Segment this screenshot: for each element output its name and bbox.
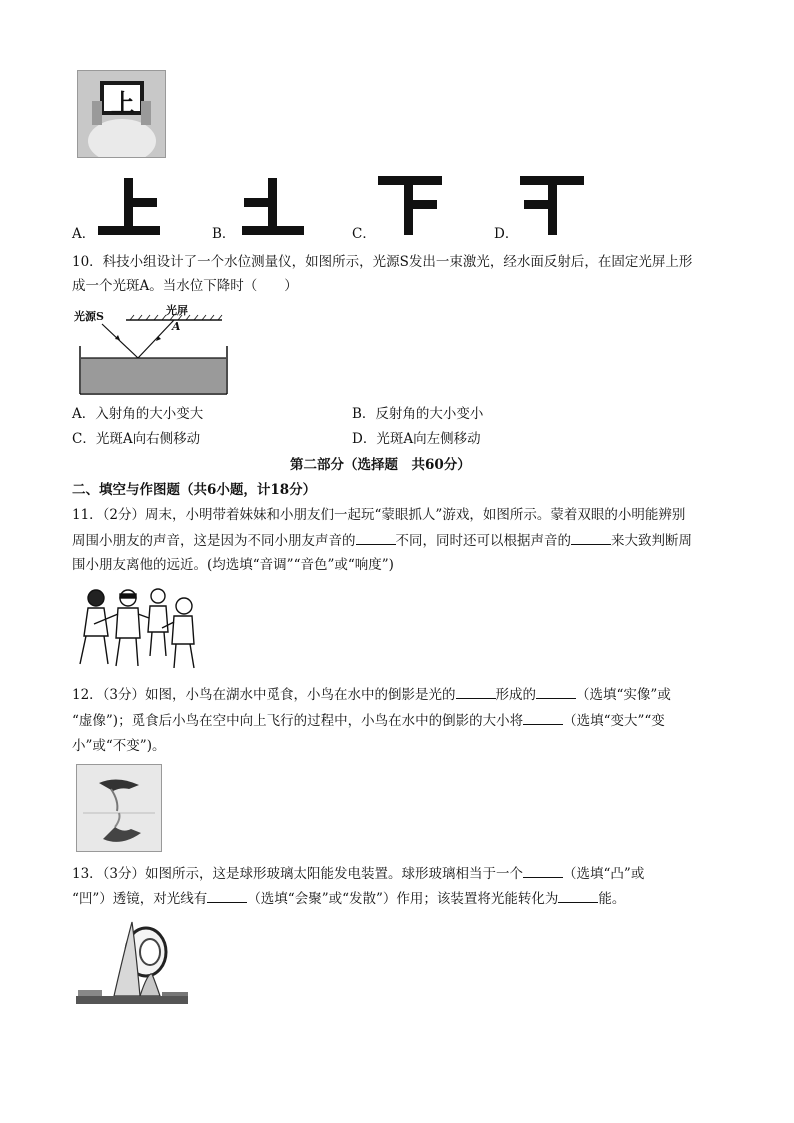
q13-text-2c: 能。 (598, 891, 626, 907)
q10-spot-label: A (172, 320, 181, 333)
q13-text-1a: 13．（3分）如图所示，这是球形玻璃太阳能发电装置。球形玻璃相当于一个 (72, 866, 524, 882)
q13-blank-2[interactable] (207, 888, 247, 903)
q9-option-c-label: C． (352, 226, 376, 242)
q9-option-b-label: B． (212, 226, 236, 242)
q10-option-d: D．光斑A向左侧移动 (352, 431, 481, 447)
q11-blank-1[interactable] (356, 530, 396, 545)
q13-stem-line1 (72, 863, 644, 884)
q12-blank-2[interactable] (536, 684, 576, 699)
q9-photo (77, 70, 166, 158)
q11-illustration (74, 584, 200, 672)
q11-stem-line2 (72, 530, 692, 551)
q12-text-2a: “虚像”)；觅食后小鸟在空中向上飞行的过程中，小鸟在水中的倒影的大小将 (72, 713, 524, 729)
q11-text-2b: 不同，同时还可以根据声音的 (395, 533, 571, 549)
q13-text-1b: （选填“凸”或 (563, 866, 645, 882)
q9-option-d-glyph (518, 174, 588, 238)
q12-blank-1[interactable] (456, 684, 496, 699)
q12-text-1a: 12．（3分）如图，小鸟在湖水中觅食，小鸟在水中的倒影是光的 (72, 687, 456, 703)
q10-stem-line1: 10．科技小组设计了一个水位测量仪，如图所示，光源S发出一束激光，经水面反射后，在固定光屏上形 (72, 254, 693, 270)
q12-text-1c: （选填“实像”或 (576, 687, 671, 703)
q13-photo (74, 912, 190, 1008)
q9-option-b-glyph (238, 176, 308, 238)
q9-option-c-glyph (376, 174, 446, 238)
q9-option-d-label: D． (494, 226, 519, 242)
part2-title: 第二部分（选择题 共60分） (290, 457, 471, 473)
q10-option-a: A．入射角的大小变大 (72, 406, 204, 422)
q13-text-2a: “凹”）透镜，对光线有 (72, 891, 208, 907)
q12-text-1b: 形成的 (495, 687, 537, 703)
q13-text-2b: （选填“会聚”或“发散”）作用；该装置将光能转化为 (247, 891, 559, 907)
q12-blank-3[interactable] (523, 710, 563, 725)
q11-stem-line1: 11．（2分）周末，小明带着妹妹和小朋友们一起玩“蒙眼抓人”游戏，如图所示。蒙着双眼的小明能辨别 (72, 507, 686, 523)
q12-stem-line1 (72, 684, 671, 705)
q12-photo (76, 764, 162, 852)
q13-blank-3[interactable] (558, 888, 598, 903)
q12-text-2b: （选填“变大”“变 (563, 713, 665, 729)
q12-stem-line2 (72, 710, 665, 731)
q10-screen-label: 光屏 (166, 304, 188, 317)
q13-stem-line2 (72, 888, 625, 909)
q11-blank-2[interactable] (571, 530, 611, 545)
q10-figure (72, 302, 236, 396)
q11-stem-line3: 围小朋友离他的远近。(均选填“音调”“音色”或“响度”) (72, 557, 394, 573)
q9-option-a-label: A． (72, 226, 96, 242)
q10-option-b: B．反射角的大小变小 (352, 406, 484, 422)
q9-option-a-glyph (94, 176, 164, 238)
section2-title: 二、填空与作图题（共6小题，计18分） (72, 482, 317, 498)
q10-option-c: C．光斑A向右侧移动 (72, 431, 201, 447)
q11-text-2c: 来大致判断周 (611, 533, 692, 549)
q9-photo-card-glyph: 上 (111, 89, 135, 117)
q10-source-label: 光源S (74, 310, 104, 323)
q10-stem-line2: 成一个光斑A。当水位下降时（ ） (72, 278, 298, 294)
q11-text-2a: 周围小朋友的声音，这是因为不同小朋友声音的 (72, 533, 356, 549)
q12-stem-line3: 小”或“不变”)。 (72, 738, 166, 754)
q13-blank-1[interactable] (523, 863, 563, 878)
